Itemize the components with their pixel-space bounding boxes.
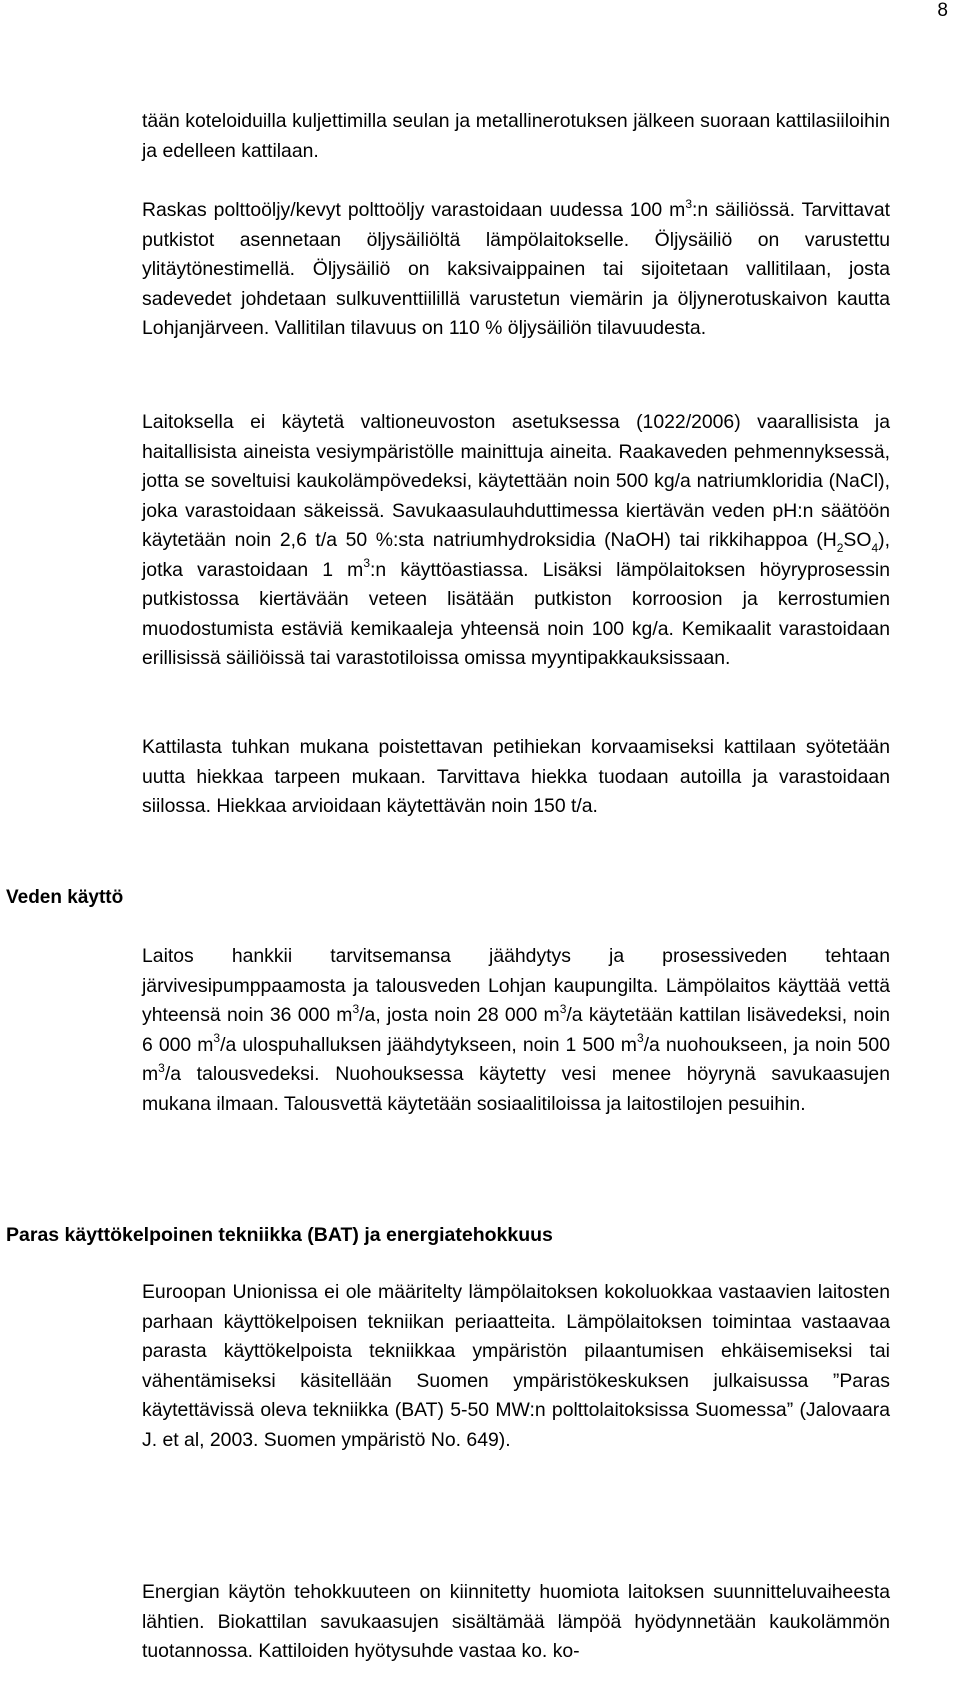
text-span: /a nuohoukseen, ja noin 500 m [142,1033,890,1085]
superscript: 3 [213,1031,221,1046]
superscript: 3 [363,556,371,571]
text-span: SO [843,529,872,551]
superscript: 3 [158,1060,165,1075]
text-span: Laitos hankkii tarvitsemansa jäähdytys ja prosessiveden tehtaan järvivesipumppaamosta ja talousveden Lohjan kaupungilta. Lämpölaitos käyttää vettä yhteensä noin 36 000 m [142,945,890,1026]
text-span: /a talousvedeksi. Nuohouksessa käytetty vesi menee höyrynä savukaasujen mukana ilmaan. Talousvettä käytetään sosiaalitiloissa ja laitostilojen pesuihin. [142,1063,890,1115]
text-span: Raskas polttoöljy/kevyt polttoöljy varastoidaan uudessa 100 m [142,199,686,221]
paragraph-chemicals [142,408,890,674]
page-number: 8 [937,0,948,21]
subscript: 4 [871,540,879,555]
paragraph-water-use [142,942,890,1119]
subscript: 2 [836,540,844,555]
text-span: /a ulospuhalluksen jäähdytykseen, noin 1 500 m [220,1033,637,1056]
heading-bat: Paras käyttökelpoinen tekniikka (BAT) ja energiatehokkuus [6,1224,553,1246]
text-span: :n käyttöastiassa. Lisäksi lämpölaitoksen höyryprosessin putkistossa kiertävään veteen lisätään putkiston korroosion ja kerrostumien muodostumista estäviä kemikaaleja yhteensä noin 100 kg/a. Kemikaalit varastoidaan erillisissä säiliöissä tai varastotiloissa omissa myyntipakkauksissaan. [142,558,890,669]
text-span: /a käytetään kattilan lisävedeksi, noin 6 000 m [142,1004,891,1056]
superscript: 3 [352,1001,360,1016]
heading-water-use: Veden käyttö [6,887,124,908]
paragraph-bat: Euroopan Unionissa ei ole määritelty lämpölaitoksen kokoluokkaa vastaavien laitosten parhaan käyttökelpoisen tekniikan periaatteita. Lämpölaitoksen toimintaa vastaavaa parasta käyttökelpoista tekniikkaa ympäristön pilaantumisen ehkäisemiseksi tai vähentämiseksi käsitellään Suomen ympäristökeskuksen julkaisussa ”Paras käytettävissä oleva tekniikka (BAT) 5-50 MW:n polttolaitoksissa Suomessa” (Jalovaara J. et al, 2003. Suomen ympäristö No. 649). [142,1281,890,1451]
text-span: /a, josta noin 28 000 m [359,1004,560,1026]
paragraph-energy-efficiency: Energian käytön tehokkuuteen on kiinnitetty huomiota laitoksen suunnitteluvaiheesta lähtien. Biokattilan savukaasujen sisältämää lämpöä hyödynnetään kaukolämmön tuotannossa. Kattiloiden hyötysuhde vastaa ko. ko- [142,1581,890,1662]
paragraph-fuel-conveyors: tään koteloiduilla kuljettimilla seulan ja metallinerotuksen jälkeen suoraan kattilasiiloihin ja edelleen kattilaan. [142,110,890,162]
text-span: Laitoksella ei käytetä valtioneuvoston asetuksessa (1022/2006) vaarallisista ja haitallisista aineista vesiympäristölle mainittuja aineita. Raakaveden pehmennyksessä, jotta se soveltuisi kaukolämpövedeksi, käytettään noin 500 kg/a natriumkloridia (NaCl), joka varastoidaan säkeissä. Savukaasulauhduttimessa kiertävän veden pH:n säätöön käytetään noin 2,6 t/a 50 %:sta natriumhydroksidia (NaOH) tai rikkihappoa (H [142,411,890,551]
superscript: 3 [685,196,693,211]
paragraph-oil-storage [142,196,890,344]
superscript: 3 [636,1031,644,1046]
text-span: :n säiliössä. Tarvittavat putkistot asennetaan öljysäiliöltä lämpölaitokselle. Öljysäiliö on varustettu ylitäytönestimellä. Öljysäiliö on kaksivaippainen tai sijoitetaan vallitilaan, josta sadevedet johdetaan sulkuventtiilillä varustetun viemärin ja öljynerotuskaivon kautta Lohjanjärveen. Vallitilan tilavuus on 110 % öljysäiliön tilavuudesta. [142,199,890,339]
text-span: ), jotka varastoidaan 1 m [142,529,890,581]
superscript: 3 [559,1001,567,1016]
paragraph-sand: Kattilasta tuhkan mukana poistettavan petihiekan korvaamiseksi kattilaan syötetään uutta hiekkaa tarpeen mukaan. Tarvittava hiekka tuodaan autoilla ja varastoidaan siilossa. Hiekkaa arvioidaan käytettävän noin 150 t/a. [142,736,890,817]
